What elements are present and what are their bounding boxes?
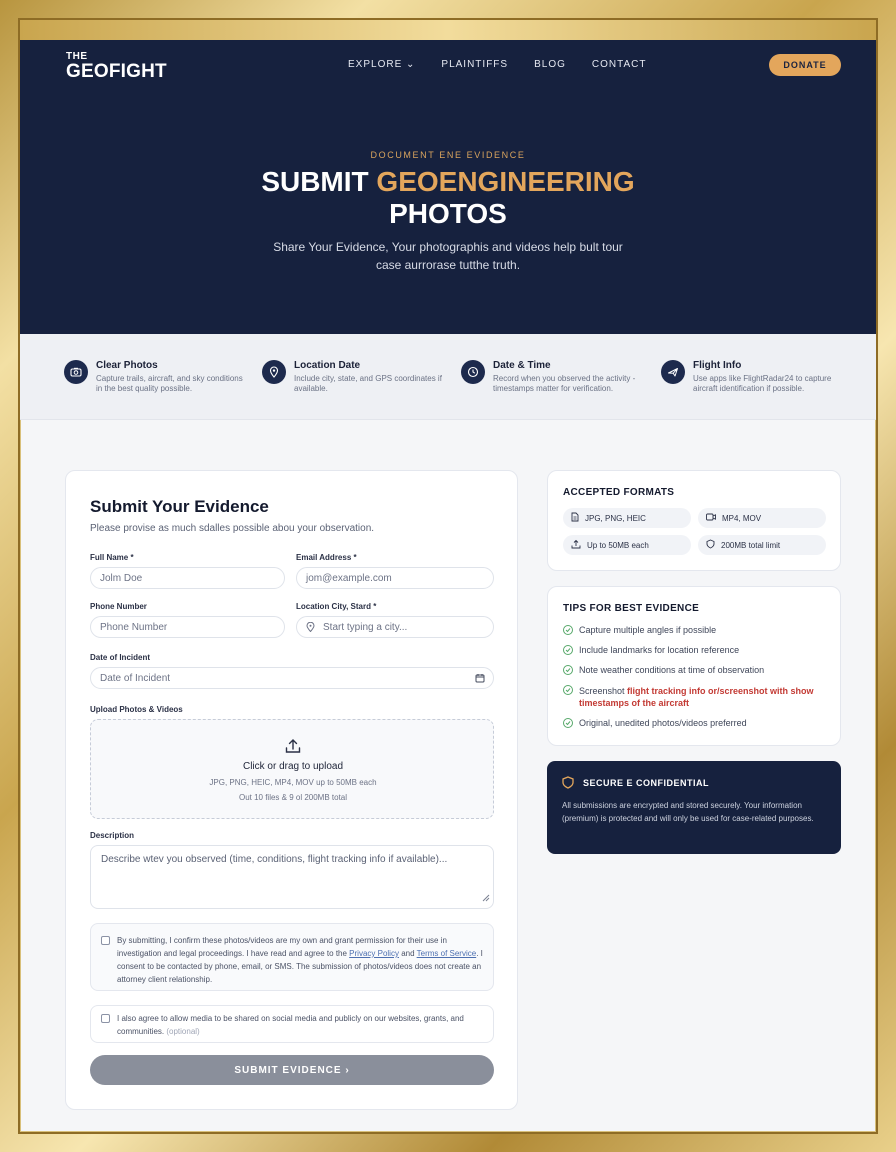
description-textarea[interactable] xyxy=(90,845,494,909)
consent-terms-checkbox[interactable] xyxy=(101,936,110,945)
form-title: Submit Your Evidence xyxy=(90,497,269,516)
format-pill-label: JPG, PNG, HEIC xyxy=(585,513,646,523)
optional-tag: (optional) xyxy=(166,1027,200,1036)
upload-dropzone[interactable] xyxy=(90,719,494,819)
feature-desc: Capture trails, aircraft, and sky conditions in the best quality possible. xyxy=(96,374,243,393)
feature-desc: Include city, state, and GPS coordinates if available. xyxy=(294,374,442,393)
upload-icon xyxy=(571,539,581,551)
format-pill-label: MP4, MOV xyxy=(722,513,762,523)
phone-input[interactable]: Phone Number xyxy=(90,616,285,638)
hero-eyebrow: DOCUMENT ENE EVIDENCE xyxy=(370,150,526,160)
consent-box-media xyxy=(90,1005,494,1043)
consent-text-and: and xyxy=(398,949,417,958)
nav-item-explore[interactable]: EXPLORE ⌄ xyxy=(348,59,416,70)
consent-text-part1: By submitting, I confirm these photos/videos are my own and grant permission for their use in investigation and legal proceedings. I have read and agree to the xyxy=(117,936,447,958)
check-circle-icon xyxy=(563,718,573,728)
features-row xyxy=(20,334,876,420)
terms-link[interactable]: Terms of Service xyxy=(416,949,477,958)
logo-big-text: GEOFIGHT xyxy=(66,61,167,82)
page-frame xyxy=(20,20,876,1132)
tips-card xyxy=(547,586,841,746)
tip-text-highlight xyxy=(579,685,833,709)
nav-item-contact[interactable]: CONTACT xyxy=(591,59,647,70)
check-circle-icon xyxy=(563,645,573,655)
format-pill-size xyxy=(563,535,691,555)
location-placeholder: Start typing a city... xyxy=(323,621,408,633)
video-icon xyxy=(706,513,716,523)
format-pill-images xyxy=(563,508,691,528)
submit-evidence-button[interactable]: SUBMIT EVIDENCE › xyxy=(90,1055,494,1085)
upload-label: Upload Photos & Videos xyxy=(90,705,183,714)
phone-label: Phone Number xyxy=(90,602,147,611)
tip-item xyxy=(563,625,833,635)
description-label: Description xyxy=(90,831,135,840)
hero-title-accent: GEOENGINEERING xyxy=(376,166,635,197)
location-label: Location City, Stard * xyxy=(296,602,377,611)
donate-button[interactable]: DONATE xyxy=(769,54,841,76)
check-circle-icon xyxy=(563,625,573,635)
plane-icon xyxy=(661,360,685,384)
resize-handle-icon[interactable] xyxy=(482,894,490,905)
tip-text: Include landmarks for location reference xyxy=(579,645,740,655)
tip-highlight-prefix: Screenshot xyxy=(579,686,628,696)
privacy-policy-link[interactable]: Privacy Policy xyxy=(349,949,399,958)
shield-icon xyxy=(562,776,574,794)
full-name-label: Full Name * xyxy=(90,553,134,562)
tip-item xyxy=(563,665,833,675)
tip-item xyxy=(563,718,833,728)
image-file-icon xyxy=(571,512,579,524)
feature-clear-photos xyxy=(64,360,254,400)
tip-text: Capture multiple angles if possible xyxy=(579,625,717,635)
nav-item-blog[interactable]: BLOG xyxy=(534,59,566,70)
format-pill-total xyxy=(698,535,826,555)
nav-item-plaintiffs[interactable]: PLAINTIFFS xyxy=(441,59,509,70)
main-nav xyxy=(348,59,646,70)
secure-title: SECURE E CONFIDENTIAL xyxy=(583,778,710,788)
date-placeholder: Date of Incident xyxy=(100,672,171,684)
email-label: Email Address * xyxy=(296,553,357,562)
feature-flight-info xyxy=(661,360,851,400)
email-input[interactable]: jom@example.com xyxy=(296,567,494,589)
upload-formats-text: JPG, PNG, HEIC, MP4, MOV up to 50MB each xyxy=(209,778,377,787)
check-circle-icon xyxy=(563,685,573,695)
tips-title: TIPS FOR BEST EVIDENCE xyxy=(563,603,700,614)
location-input[interactable] xyxy=(296,616,494,638)
feature-date-time xyxy=(461,360,651,400)
format-pill-label: Up to 50MB each xyxy=(587,540,649,550)
form-subtitle: Please provise as much sdalles possible abou your observation. xyxy=(90,523,375,534)
consent-media-main: I also agree to allow media to be shared on social media and publicly on our websites, grants, and communities. xyxy=(117,1014,464,1036)
feature-desc: Record when you observed the activity - timestamps matter for verification. xyxy=(493,374,636,393)
calendar-icon[interactable] xyxy=(475,673,485,686)
feature-title: Clear Photos xyxy=(96,360,158,371)
hero-title xyxy=(20,166,876,230)
logo-small-text: THE xyxy=(66,51,88,62)
tip-highlight-text: flight tracking info or/screenshot with show timestamps of the aircraft xyxy=(579,686,814,708)
tip-text: Original, unedited photos/videos preferred xyxy=(579,718,747,728)
feature-title: Location Date xyxy=(294,360,361,371)
tip-text: Note weather conditions at time of observation xyxy=(579,665,765,675)
format-pill-label: 200MB total limit xyxy=(721,540,781,550)
gold-top-strip xyxy=(20,20,876,40)
upload-limits-text: Out 10 files & 9 ol 200MB total xyxy=(238,793,348,802)
secure-confidential-card xyxy=(547,761,841,854)
format-pill-videos xyxy=(698,508,826,528)
camera-icon xyxy=(64,360,88,384)
feature-desc: Use apps like FlightRadar24 to capture aircraft identification if possible. xyxy=(693,374,832,393)
full-name-input[interactable]: Jolm Doe xyxy=(90,567,285,589)
consent-text-part2: . I consent to be contacted by phone, email, or SMS. The submission of photos/videos does not create an attorney client relationship. xyxy=(117,949,483,984)
tip-item-highlight xyxy=(563,685,833,709)
hero-title-part1: SUBMIT xyxy=(261,166,377,197)
description-placeholder: Describe wtev you observed (time, conditions, flight tracking info if available)... xyxy=(101,854,448,865)
feature-title: Flight Info xyxy=(693,360,742,371)
location-pin-icon xyxy=(306,622,315,632)
hero-title-part2: PHOTOS xyxy=(389,198,507,229)
hero-section xyxy=(20,20,876,334)
feature-location xyxy=(262,360,452,400)
consent-media-checkbox[interactable] xyxy=(101,1014,110,1023)
date-label: Date of Incident xyxy=(90,653,151,662)
storage-icon xyxy=(706,539,715,551)
consent-terms-text xyxy=(117,934,485,986)
tip-item xyxy=(563,645,833,655)
location-pin-icon xyxy=(262,360,286,384)
upload-icon xyxy=(284,737,302,760)
secure-text: All submissions are encrypted and stored securely. Your information (premium) is protected and will only be used for case-related purposes. xyxy=(562,801,814,823)
evidence-form-card xyxy=(65,470,518,1110)
check-circle-icon xyxy=(563,665,573,675)
hero-subtitle: Share Your Evidence, Your photographis and videos help bult tour case aurrorase tutthe truth. xyxy=(273,240,623,272)
clock-icon xyxy=(461,360,485,384)
consent-box-terms xyxy=(90,923,494,991)
date-input[interactable] xyxy=(90,667,494,689)
consent-media-text xyxy=(117,1012,485,1038)
site-logo[interactable] xyxy=(66,52,167,81)
feature-title: Date & Time xyxy=(493,360,551,371)
upload-main-text: Click or drag to upload xyxy=(242,761,344,772)
accepted-formats-title: ACCEPTED FORMATS xyxy=(563,487,675,498)
accepted-formats-card xyxy=(547,470,841,571)
